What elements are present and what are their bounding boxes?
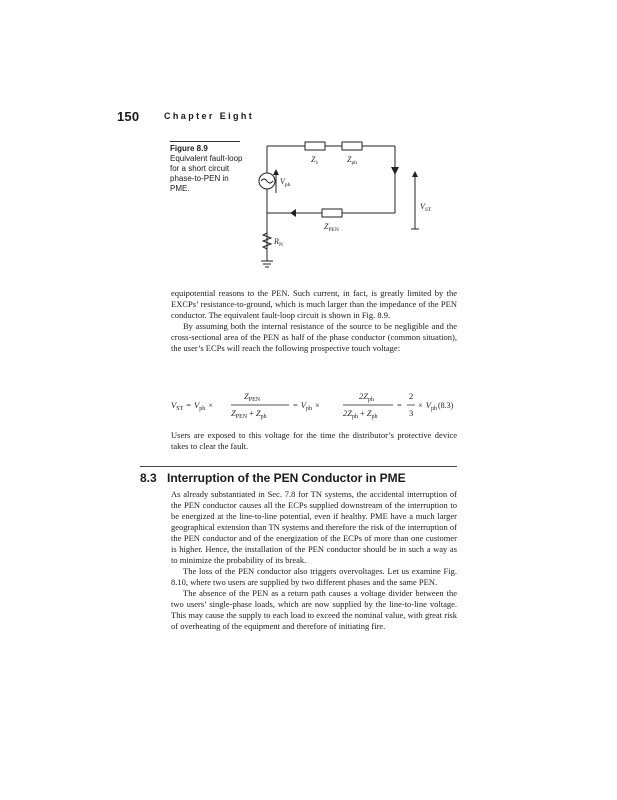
svg-text:3: 3 (409, 408, 414, 418)
label-zph: $Z_{ph}$ (347, 155, 357, 166)
figure-label: Figure 8.9 (170, 144, 208, 153)
z1-resistor (305, 142, 325, 150)
zph-resistor (342, 142, 362, 150)
label-vst: $V_{ST}$ (420, 202, 432, 213)
section-title: Interruption of the PEN Conductor in PME (167, 471, 406, 485)
section-heading (140, 471, 406, 485)
svg-text:=: = (397, 400, 402, 410)
figure-caption: Equivalent fault-loop for a short circuit phase-to-PEN in PME. (170, 154, 243, 193)
paragraph: equipotential reasons to the PEN. Such current, in fact, is greatly limited by the EXCPs’ resistance-to-ground, which is much larger than the impedance of the PEN conductor. The equivalent fault-loop circuit is shown in Fig. 8.9. (171, 288, 457, 320)
section-number: 8.3 (140, 471, 157, 485)
body-text-mid (171, 430, 457, 452)
section-rule (140, 466, 457, 467)
label-zpen: $Z_{PEN}$ (324, 222, 339, 233)
label-z1: $Z_1$ (311, 155, 319, 166)
paragraph: As already substantiated in Sec. 7.8 for TN systems, the accidental interruption of the PEN conductor causes all the ECPs supplied downstream of the interruption to be energized at the line-to-line potential, even if healthy. PME have a much larger geographical extension than TN systems and therefore the risk of the interruption of the PEN conductor and of the energization of the ECPs of more than one customer is higher. Hence, the installation of the PEN conductor should be in such a way as to minimize the probability of its break. (171, 489, 457, 565)
paragraph: Users are exposed to this voltage for the time the distributor’s protective device takes to clear the fault. (171, 430, 457, 451)
svg-text:VST=Vph×: $V_{ST} = V_{ph}$ × (171, 400, 214, 412)
chapter-heading: Chapter Eight (164, 111, 255, 121)
zpen-resistor (322, 209, 342, 217)
page-number: 150 (117, 109, 140, 124)
svg-text:2Zph+Zph: $2Z_{ph} + Z_{ph}$ (343, 408, 378, 420)
svg-text:2Zph: $2Z_{ph}$ (359, 391, 374, 403)
equation-8-3 (171, 385, 461, 425)
fault-loop-circuit (250, 137, 450, 277)
body-text-top (171, 288, 457, 354)
svg-text:ZPEN: $Z_{PEN}$ (244, 391, 261, 403)
equation-number: (8.3) (438, 401, 454, 410)
svg-text:=Vph×: = $V_{ph}$ × (293, 400, 320, 412)
figure-rule (170, 141, 240, 142)
paragraph: The loss of the PEN conductor also triggers overvoltages. Let us examine Fig. 8.10, where two users are supplied by two different phases and the same PEN. (171, 566, 457, 587)
paragraph: The absence of the PEN as a return path causes a voltage divider between the two users’ single-phase loads, which are now supplied by the line-to-line voltage. This may cause the supply to each load to exceed the nominal value, with great risk of overheating of the equipment and therefore of initiating fire. (171, 588, 457, 631)
svg-text:ZPEN+Zph: $Z_{PEN} + Z_{ph}$ (231, 408, 267, 420)
paragraph: By assuming both the internal resistance of the source to be negligible and the cross-sectional area of the PEN as half of the phase conductor (common situation), the user’s ECPs will reach the following prospective touch voltage: (171, 321, 457, 353)
section-body (171, 489, 457, 632)
label-vph: $V_{ph}$ (280, 177, 291, 188)
svg-text:2: 2 (409, 391, 414, 401)
svg-text:×Vph: × $V_{ph}$ (418, 400, 437, 412)
current-arrow-icon (391, 167, 399, 175)
label-rn: $R_N$ (274, 237, 283, 248)
